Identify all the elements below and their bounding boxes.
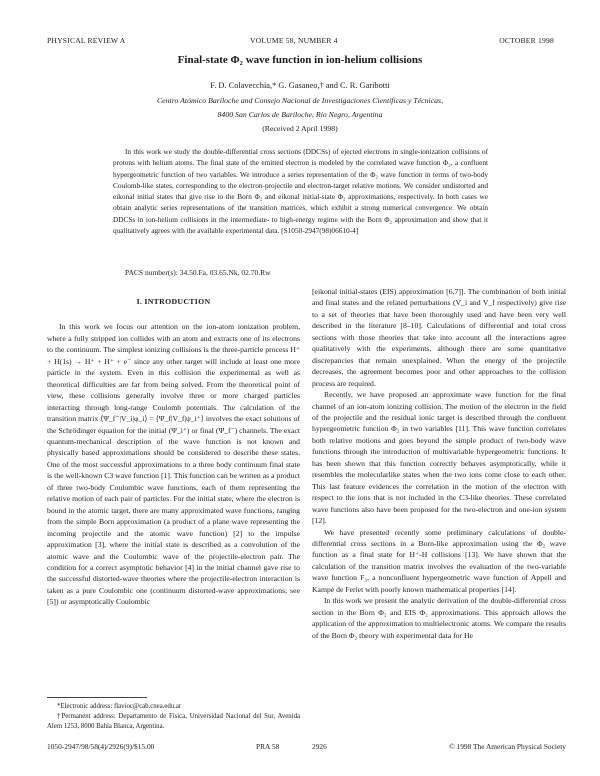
footnote-email: *Electronic address: flavioc@cab.cnea.edu.ar <box>57 703 182 710</box>
volume-number: VOLUME 58, NUMBER 4 <box>250 36 338 45</box>
paper-title: Final-state Φ₂ wave function in ion-helium collisions <box>177 54 423 66</box>
issue-date: OCTOBER 1998 <box>499 36 554 45</box>
abstract: In this work we study the double-differential cross sections (DDCSs) of ejected electrons in single-ionization collisions of protons with helium atoms. The final state of the emitted electron is modeled by the correlated wave function Φ₂, a confluent hypergeometric function of two variables. We introduce a series representation of the Φ₂ wave function in terms of two-body Coulomb-like states, corresponding to the electron-projectile and electron-target relative motions. We consider undistorted and eikonal initial states that give rise to the Born Φ₂ and eikonal initial-state Φ₂ approximations, respectively. In both cases we obtain analytic series representations of the transition matrices, which exhibit a strong numerical convergence. We obtain DDCSs in ion-helium collisions in the intermediate- to high-energy regime with the Born Φ₂ approximation and show that it qualitatively agrees with the available experimental data. [S1050-2947(98)06610-4] <box>113 147 488 236</box>
footer-code: 1050-2947/98/58(4)/2926(9)/$15.00 <box>47 742 155 751</box>
journal-name: PHYSICAL REVIEW A <box>47 36 126 45</box>
copyright: © 1998 The American Physical Society <box>449 742 566 751</box>
footnotes <box>47 702 300 732</box>
paragraph: In this work we present the analytic derivation of the double-differential cross section in the Born Φ₂ and EIS Φ₂ approximations. This approach allows the application of the approximation to multielectronic atoms. We compare the results of the Born Φ₂ theory with experimental data for He <box>312 596 566 640</box>
author-list: F. D. Colavecchia,* G. Gasaneo,† and C. R. Garibotti <box>210 81 390 90</box>
paragraph: In this work we focus our attention on the ion-atom ionization problem, where a fully stripped ion collides with an atom and extracts one of its electrons to the continuum. The simplest ionizing collisions is the three-particle process H⁺ + H(1s) → H⁺ + H⁺ + e⁻ since any other target will include at least one more particle in the system. Even in this collision the experimental as well as theoretical difficulties are far from being solved. From the theoretical point of view, these collisions generally involve three or more charged particles interacting through long-range Coulomb potentials. The calculation of the transition matrix ⟨Ψ_f⁻|V_i|φ_i⟩ = ⟨Ψ_f|V_f|ψ_i⁺⟩ involves the exact solutions of the Schrödinger equation for the initial (Ψ_i⁺) or final (Ψ_f⁻) channels. The exact quantum-mechanical description of the wave function is not known and physically based approximations should be considered to describe these states. One of the most successful approximations to a three body continuum final state is the well-known C3 wave function [1]. This function can be written as a product of three two-body Coulombic wave functions, each of them representing the relative motion of each pair of particles. For the initial state, where the electron is bound in the atomic target, there are many approximated wave functions, ranging from the simple Born approximation (a product of a plane wave representing the incoming projectile and the atomic wave function) [2] to the impulse approximation [3], where the initial state is described as a convolution of the atomic wave and the Coulombic wave of the projectile-electron pair. The condition for a correct asymptotic behavior [4] in the initial channel gave rise to the successful distorted-wave theories where the projectile-electron interaction is taken as a pure Coulombic one (continuum distorted-wave approximations; see [5]) or asymptotically Coulombic <box>47 322 300 607</box>
footnote-rule <box>47 697 147 698</box>
paragraph: We have presented recently some preliminary calculations of double-differential cross sections in a Born-like approximation using the Φ₂ wave function as a final state for H⁺-H collisions [13]. We have shown that the calculation of the transition matrix involves the evaluation of the two-variable wave function F₃, a nonconfluent hypergeometric wave function of Appell and Kampé de Feriet with poorly known mathematical properties [14]. <box>312 527 566 594</box>
page-number: 2926 <box>312 742 327 751</box>
section-heading: I. INTRODUCTION <box>136 297 211 306</box>
footer-journal-ref: PRA 58 <box>256 742 280 751</box>
paragraph: [eikonal initial-states (EIS) approximation [6,7]]. The combination of both initial and final states and the related perturbations (V_i and V_f respectively) give rise to a set of theories that have been thoroughly used and have been very well described in the literature [8–10]. Calculations of differential and total cross sections with those theories that take into account all the interactions agree qualitatively with the experiments, although there are some quantitative discrepancies that remain unexplained. When the energy of the projectile decreases, the agreement becomes poor and other approaches to the collision process are required. <box>312 287 566 388</box>
pacs-numbers: PACS number(s): 34.50.Fa, 03.65.Nk, 02.70.Rw <box>125 268 271 277</box>
left-column <box>47 296 300 608</box>
affiliation-line-2: 8400 San Carlos de Bariloche, Río Negro, Argentina <box>217 110 383 119</box>
footnote-permanent-address: †Permanent address: Departamento de Física, Universidad Nacional del Sur, Avenida Alem 1253, 8000 Bahía Blanca, Argentina. <box>47 713 300 730</box>
paragraph: Recently, we have proposed an approximate wave function for the final channel of an ion-atom ionizing collision. The motion of the electron in the field of the projectile and the residual ionic target is described through the confluent hypergeometric function Φ₂ in two variables [11]. This wave function correlates both relative motions and goes beyond the simple product of two-body wave functions through the introduction of multivariable hypergeometric functions. It has been shown that this function correctly behaves asymptotically, while it resembles the molecularlike states when the two ions come close to each other. This last feature evidences the correlation in the motion of the electron with respect to the ions that is not included in the C3-like theories. These correlated wave functions also have been proposed for the two-electron and one-ion system [12]. <box>312 390 566 526</box>
affiliation-line-1: Centro Atómico Bariloche and Consejo Nacional de Investigaciones Científicas y Técnicas, <box>156 96 444 105</box>
received-date: (Received 2 April 1998) <box>262 124 338 133</box>
right-column <box>312 286 566 641</box>
